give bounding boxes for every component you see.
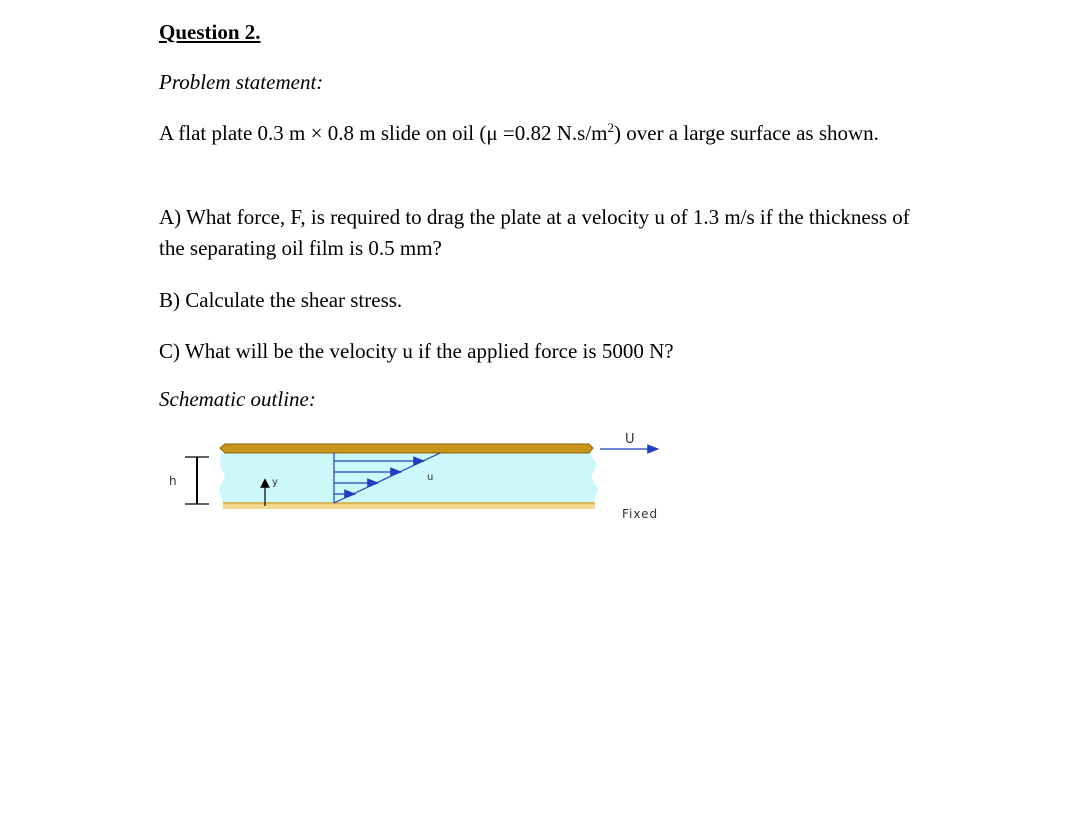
problem-statement-label: Problem statement: xyxy=(159,70,324,94)
plate-velocity-label: U xyxy=(625,432,635,447)
question-part-c: C) What will be the velocity u if the applied force is 5000 N? xyxy=(159,339,674,363)
h-label: h xyxy=(169,474,177,488)
profile-u-label: u xyxy=(427,472,434,483)
document-page xyxy=(159,17,929,411)
schematic-diagram xyxy=(165,425,710,535)
question-part-a: A) What force, F, is required to drag the plate at a velocity u of 1.3 m/s if the thickness of the separating oil film is 0.5 mm? xyxy=(159,205,910,260)
fixed-label: Fixed xyxy=(622,507,659,521)
statement-part1: A flat plate 0.3 m × 0.8 m slide on oil (μ =0.82 N.s/m xyxy=(159,121,608,145)
statement-superscript: 2 xyxy=(607,120,614,135)
y-label: y xyxy=(272,477,278,488)
moving-plate xyxy=(220,444,593,453)
question-part-b: B) Calculate the shear stress. xyxy=(159,288,403,312)
problem-statement-text xyxy=(159,118,929,149)
statement-part2: ) over a large surface as shown. xyxy=(614,121,879,145)
fixed-surface xyxy=(223,503,595,509)
question-heading: Question 2. xyxy=(159,20,261,44)
schematic-outline-label: Schematic outline: xyxy=(159,387,316,411)
